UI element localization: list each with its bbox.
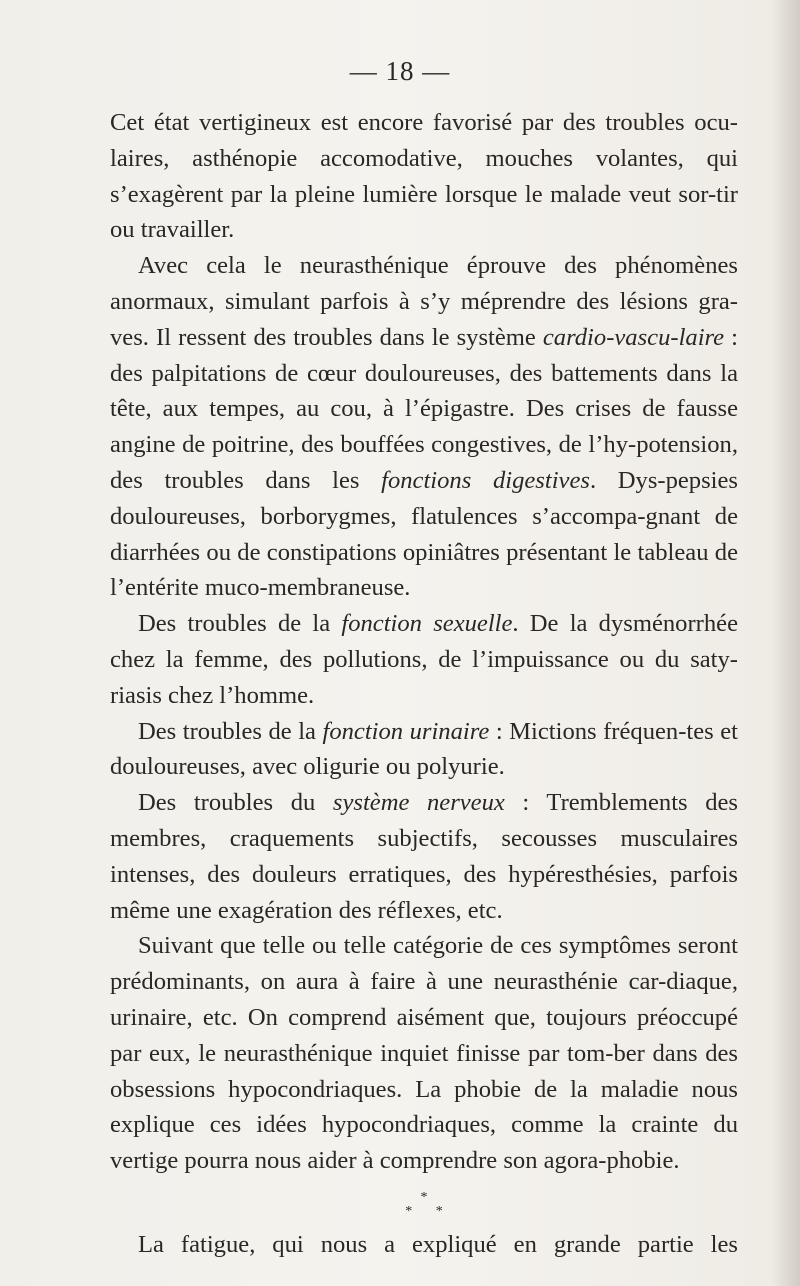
- italic-term: fonction urinaire: [322, 717, 490, 745]
- text-run: : des palpitations de cœur douloureuses, des battements dans la tête, aux tempes, au cou, à l’épigastre. Des crises de fausse angine de poitrine, des bouffées congestives, de l’hy-potension, des troubles dans les: [110, 323, 739, 494]
- paragraph: [110, 714, 738, 786]
- paragraph: [110, 606, 738, 713]
- page-number: — 18 —: [349, 56, 451, 86]
- text-run: . Dys-pepsies douloureuses, borborygmes, flatulences s’accompa-gnant de diarrhées ou de constipations opiniâtres présentant le tableau de l’entérite muco-membraneuse.: [110, 466, 738, 602]
- text-run: Cet état vertigineux est encore favorisé par des troubles ocu-laires, asthénopie accomodative, mouches volantes, qui s’exagèrent par la pleine lumière lorsque le malade veut sor-tir ou travailler.: [110, 109, 738, 244]
- text-run: . De la dysménorrhée chez la femme, des pollutions, de l’impuissance ou du saty-riasis chez l’homme.: [110, 610, 738, 709]
- paragraph: [110, 248, 738, 606]
- italic-term: fonction sexuelle: [341, 610, 513, 638]
- text-run: Suivant que telle ou telle catégorie de ces symptômes seront prédominants, on aura à faire à une neurasthénie car-diaque, urinaire, etc. On comprend aisément que, toujours préoccupé par eux, le neurasthénique inquiet finisse par tom-ber dans des obsessions hypocondriaques. La phobie de la maladie nous explique ces idées hypocondriaques, comme la crainte du vertige pourra nous aider à comprendre son agora-phobie.: [110, 932, 738, 1175]
- page-body: [110, 105, 738, 1263]
- text-run: : Tremblements des membres, craquements subjectifs, secousses musculaires intenses, des douleurs erratiques, des hypéresthésies, parfois même une exagération des réflexes, etc.: [110, 789, 738, 924]
- text-run: Avec cela le neurasthénique éprouve des phénomènes anormaux, simulant parfois à s’y méprendre des lésions gra-ves. Il ressent des troubles dans le système: [110, 252, 738, 351]
- paragraph: [110, 105, 738, 248]
- italic-term: fonctions digestives: [381, 466, 590, 494]
- paragraph: [110, 928, 738, 1179]
- italic-term: cardio-vascu-laire: [542, 323, 725, 351]
- closing-paragraph: La fatigue, qui nous a expliqué en grande partie les: [138, 1230, 738, 1258]
- italic-term: système nerveux: [332, 789, 505, 817]
- text-run: : Mictions fréquen-tes et douloureuses, avec oligurie ou polyurie.: [110, 717, 738, 781]
- paragraph: [110, 785, 738, 928]
- text-run: Des troubles de la: [138, 717, 323, 745]
- page-edge-shadow: [772, 0, 800, 1286]
- paragraph-list: [110, 105, 738, 1179]
- text-run: Des troubles de la: [138, 610, 342, 638]
- separator-stars-bottom: * *: [405, 1203, 453, 1219]
- section-separator: [110, 1191, 738, 1219]
- separator-star-top: *: [420, 1189, 428, 1205]
- text-run: Des troubles du: [138, 789, 333, 817]
